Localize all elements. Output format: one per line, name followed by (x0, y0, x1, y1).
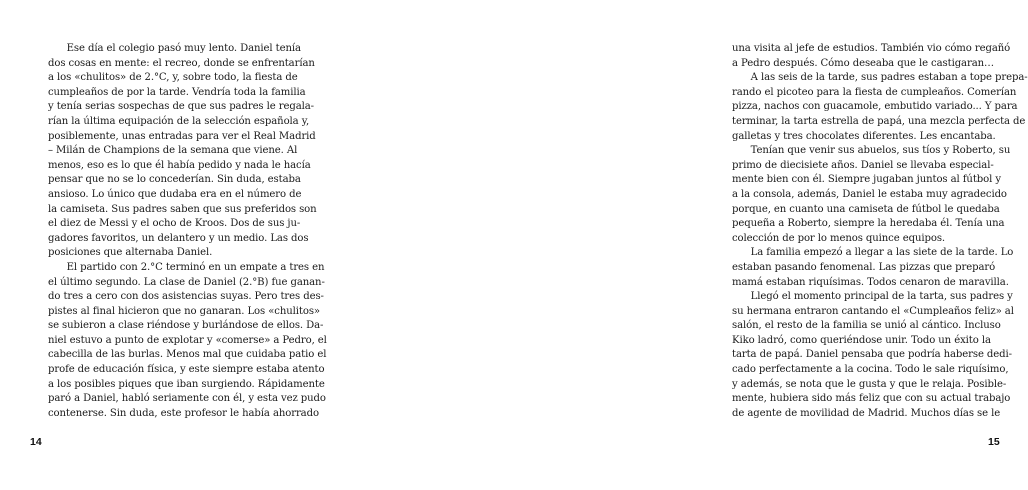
text-line: colección de por lo menos quince equipos. (732, 232, 946, 244)
text-line: mamá estaban riquísimas. Todos cenaron de maravilla. (732, 276, 1009, 288)
text-line: El partido con 2.°C terminó en un empate a tres en (48, 261, 325, 273)
text-line: rando el picoteo para la fiesta de cumpleaños. Comerían (732, 86, 1017, 98)
text-line: galletas y tres chocolates diferentes. Les encantaba. (732, 130, 996, 142)
text-line: de agente de movilidad de Madrid. Muchos días se le (732, 407, 1001, 419)
text-line: porque, en cuanto una camiseta de fútbol le quedaba (732, 203, 1000, 215)
text-line: profe de educación física, y este siempre estaba atento (48, 364, 325, 376)
text-line: estaban pasando fenomenal. Las pizzas que preparó (732, 261, 996, 273)
text-line: dos cosas en mente: el recreo, donde se enfrentarían (48, 57, 315, 69)
text-line: ansioso. Lo único que dudaba era en el número de (48, 188, 302, 200)
text-line: niel estuvo a punto de explotar y «comerse» a Pedro, el (48, 334, 327, 346)
text-line: la camiseta. Sus padres saben que sus preferidos son (48, 203, 317, 215)
text-line: Tenían que venir sus abuelos, sus tíos y Roberto, su (732, 145, 1011, 157)
text-line: rían la última equipación de la selección española y, (48, 115, 310, 127)
text-line: pensar que no se lo concederían. Sin duda, estaba (48, 174, 301, 186)
text-line: do tres a cero con dos asistencias suyas. Pero tres des- (48, 291, 324, 303)
text-line: menos, eso es lo que él había pedido y nada le hacía (48, 159, 311, 171)
text-line: pizza, nachos con guacamole, embutido variado... Y para (732, 101, 1018, 113)
text-line: terminar, la tarta estrella de papá, una mezcla perfecta de (732, 115, 1026, 127)
text-line: posiciones que alternaba Daniel. (48, 247, 213, 259)
text-line: posiblemente, unas entradas para ver el Real Madrid (48, 130, 316, 142)
text-line: Ese día el colegio pasó muy lento. Daniel tenía (48, 43, 301, 54)
text-line: contenerse. Sin duda, este profesor le había ahorrado (48, 407, 319, 419)
text-line: Llegó el momento principal de la tarta, sus padres y (732, 291, 1013, 303)
text-line: primo de diecisiete años. Daniel se llevaba especial- (732, 159, 994, 171)
text-line: mente, hubiera sido más feliz que con su actual trabajo (732, 393, 1011, 405)
text-line: mente bien con él. Siempre jugaban juntos al fútbol y (732, 174, 1001, 186)
text-line: una visita al jefe de estudios. También vio cómo regañó (732, 43, 1011, 54)
left-page (0, 0, 350, 490)
text-line: cabecilla de las burlas. Menos mal que cuidaba patio el (48, 349, 327, 361)
text-line: La familia empezó a llegar a las siete de la tarde. Lo (732, 247, 1014, 259)
left-page-body (48, 42, 327, 421)
text-line: su hermana entraron cantando el «Cumpleaños feliz» al (732, 305, 1014, 317)
text-line: paró a Daniel, habló seriamente con él, y esta vez pudo (48, 393, 326, 405)
text-line: gadores favoritos, un delantero y un medio. Las dos (48, 232, 309, 244)
text-line: tarta de papá. Daniel pensaba que podría haberse dedi- (732, 349, 1012, 361)
text-line: a los posibles piques que iban surgiendo. Rápidamente (48, 378, 325, 390)
text-line: el último segundo. La clase de Daniel (2.°B) fue ganan- (48, 276, 325, 288)
text-line: a los «chulitos» de 2.°C, y, sobre todo, la fiesta de (48, 72, 298, 84)
text-line: A las seis de la tarde, sus padres estaban a tope prepa- (732, 72, 1028, 84)
text-line: el diez de Messi y el ocho de Kroos. Dos de sus ju- (48, 218, 301, 230)
right-page-body (732, 42, 1028, 421)
text-line: y además, se nota que le gusta y que le relaja. Posible- (732, 378, 1007, 390)
text-line: pequeña a Roberto, siempre la heredaba él. Tenía una (732, 218, 1005, 230)
text-line: – Milán de Champions de la semana que viene. Al (48, 145, 298, 157)
text-line: y tenía serias sospechas de que sus padres le regala- (48, 101, 314, 113)
text-line: cado perfectamente a la cocina. Todo le sale riquísimo, (732, 364, 1009, 376)
text-line: cumpleaños de por la tarde. Vendría toda la familia (48, 86, 306, 98)
text-line: a Pedro después. Cómo deseaba que le castigaran… (732, 57, 995, 69)
page-number-left: 14 (30, 436, 42, 448)
text-line: salón, el resto de la familia se unió al cántico. Incluso (732, 320, 1001, 332)
text-line: Kiko ladró, como queriéndose unir. Todo un éxito la (732, 334, 991, 346)
right-page (350, 0, 1028, 490)
text-line: se subieron a clase riéndose y burlándose de ellos. Da- (48, 320, 324, 332)
text-line: a la consola, además, Daniel le estaba muy agradecido (732, 188, 1007, 200)
page-number-right: 15 (988, 436, 1000, 448)
text-line: pistes al final hicieron que no ganaran. Los «chulitos» (48, 305, 320, 317)
